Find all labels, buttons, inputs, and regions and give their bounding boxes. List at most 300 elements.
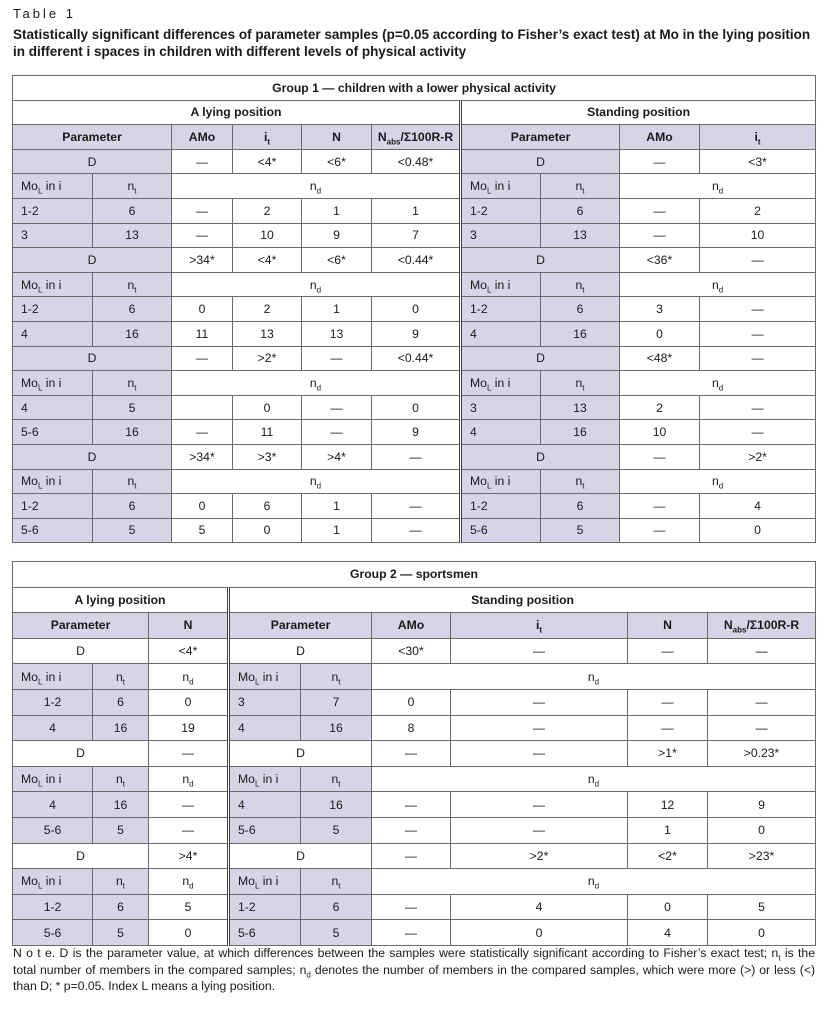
header-it [451,613,628,639]
nd-value: — [700,321,816,346]
nd-value: 2 [700,198,816,223]
nd-value: 6 [233,494,302,519]
nt-sub: t [582,383,585,393]
table-row [13,321,816,346]
n-label: n [309,179,317,194]
mo-value: 5-6 [461,518,541,543]
mo-label-cell [13,371,93,396]
mo-suffix: in i [42,669,62,684]
nd-value: 1 [372,198,461,223]
table-row [13,715,816,741]
mo-suffix: in i [491,474,511,489]
nd-value: — [302,420,372,445]
n-label: n [127,375,135,390]
d-value: — [451,638,628,664]
d-value: — [628,638,708,664]
mo-value: 5-6 [13,420,93,445]
d-label: D [229,843,372,869]
mo-sub: L [37,284,43,294]
d-value: >34* [172,248,233,273]
nt-value: 13 [541,223,620,248]
header-n: N [149,613,229,639]
d-label: D [461,248,620,273]
nt-sub: t [122,779,125,789]
group1-table [12,75,816,543]
nd-value: — [172,198,233,223]
mo-suffix: in i [259,874,279,889]
header-nabs-sub: abs [386,137,401,147]
mo-value: 5-6 [13,817,93,843]
d-label: D [13,843,149,869]
d-value: >4* [302,444,372,469]
n-label: n [127,474,135,489]
mo-value: 1-2 [13,689,93,715]
d-value: — [372,444,461,469]
d-label: D [13,149,172,174]
n-label: n [309,474,317,489]
nd-label-cell [620,174,816,199]
mo-label-cell [13,766,93,792]
mo-label: Mo [238,669,255,684]
d-value: <0.44* [372,248,461,273]
nd-value: — [149,817,229,843]
nt-sub: t [338,779,341,789]
n-label: n [115,669,123,684]
nd-value: 0 [372,689,451,715]
nd-value: 10 [620,420,700,445]
n-label: n [127,277,135,292]
mo-suffix: in i [42,375,62,390]
note-sub-d: d [306,969,311,979]
nt-value: 16 [93,792,149,818]
mo-sub: L [37,677,43,687]
nd-sub: d [316,284,322,294]
nd-value: 0 [149,689,229,715]
d-value: >1* [628,741,708,767]
nd-value: — [372,518,461,543]
nt-value: 5 [301,817,372,843]
header-i-sub: t [267,137,271,147]
nt-label-cell [93,664,149,690]
nd-value: 0 [700,518,816,543]
d-value: — [700,346,816,371]
d-value: <6* [302,149,372,174]
mo-sub: L [486,186,492,196]
d-value: — [302,346,372,371]
n-label: n [182,772,190,787]
n-label: n [711,179,719,194]
nd-sub: d [594,881,600,891]
nd-value: — [451,715,628,741]
d-value: — [700,248,816,273]
mo-label: Mo [21,772,38,787]
nt-sub: t [134,284,137,294]
table-title: Statistically significant differences of parameter samples (p=0.05 according to Fisher’s exact test) at Mo in the lying position in different i spaces in children with different levels of physical activity [13,27,811,59]
nd-value: 4 [451,894,628,920]
header-nabs-rest: /Σ100R-R [400,129,454,144]
nd-value: 19 [149,715,229,741]
nd-value: — [620,518,700,543]
nd-label-cell [372,664,816,690]
mo-value: 1-2 [461,297,541,322]
nt-label-cell [541,174,620,199]
nd-sub: d [316,383,322,393]
nt-value: 6 [541,494,620,519]
mo-value: 5-6 [229,920,301,946]
nt-label-cell [301,766,372,792]
note-prefix: N o t e. [13,946,56,960]
header-parameter: Parameter [461,125,620,150]
nd-value: 10 [700,223,816,248]
d-value: — [149,741,229,767]
nd-value: — [172,223,233,248]
d-value: — [172,346,233,371]
nt-value: 5 [541,518,620,543]
nd-sub: d [718,284,724,294]
mo-sub: L [254,779,260,789]
mo-label: Mo [21,375,38,390]
d-label: D [13,444,172,469]
n-label: n [711,375,719,390]
nd-value: — [372,494,461,519]
d-value: <0.44* [372,346,461,371]
mo-value: 5-6 [13,518,93,543]
n-label: n [127,179,135,194]
mo-suffix: in i [491,179,511,194]
header-i: i [754,129,758,144]
nt-value: 5 [301,920,372,946]
d-value: >0.23* [708,741,816,767]
d-value: — [620,444,700,469]
nt-value: 13 [541,395,620,420]
nd-value: 1 [628,817,708,843]
nt-sub: t [134,481,137,491]
mo-value: 3 [13,223,93,248]
nd-value: 5 [172,518,233,543]
nd-sub: d [718,383,724,393]
nt-value: 16 [93,420,172,445]
table-row [13,920,816,946]
nd-value: 0 [451,920,628,946]
table-row [13,792,816,818]
nt-value: 6 [93,894,149,920]
table-row [13,420,816,445]
nd-value: — [700,420,816,445]
table-row [13,198,816,223]
d-value: <4* [233,149,302,174]
mo-label-cell [461,371,541,396]
mo-label: Mo [238,772,255,787]
mo-label-cell [13,272,93,297]
header-i: i [535,618,540,633]
mo-suffix: in i [42,474,62,489]
note-text-3: denotes the number of members in the compared samples, which were more (>) or less (<) than D; * p=0.05. Index L means a lying position. [13,962,815,993]
nd-value: — [372,894,451,920]
d-label: D [461,444,620,469]
table-row [13,494,816,519]
header-nabs-n: N [377,129,387,144]
table-row [13,395,816,420]
n-label: n [115,772,123,787]
nd-value: 3 [620,297,700,322]
table-note [13,945,815,995]
nd-value: 1 [302,518,372,543]
n-label: n [331,874,339,889]
nd-value: — [302,395,372,420]
n-label: n [182,874,190,889]
d-value: <2* [628,843,708,869]
nd-value: 0 [172,494,233,519]
d-value: <6* [302,248,372,273]
table-row [13,689,816,715]
nt-sub: t [122,881,125,891]
header-i-sub: t [757,137,761,147]
nd-label-cell [620,469,816,494]
mo-value: 3 [229,689,301,715]
mo-label-cell [13,869,93,895]
nt-value: 6 [93,198,172,223]
n-label: n [309,277,317,292]
nd-value: 0 [149,920,229,946]
nd-label-cell [172,174,461,199]
nd-value: 2 [233,198,302,223]
mo-sub: L [254,881,260,891]
nd-value: — [451,792,628,818]
n-label: n [115,874,123,889]
mo-label: Mo [21,277,38,292]
header-it [233,125,302,150]
mo-label: Mo [470,474,487,489]
nd-sub: d [189,881,194,891]
nd-value: 11 [172,321,233,346]
mo-label: Mo [21,179,38,194]
n-label: n [711,474,719,489]
mo-label-cell [13,469,93,494]
nd-value: — [372,817,451,843]
mo-value: 4 [13,792,93,818]
mo-sub: L [37,383,43,393]
mo-suffix: in i [42,277,62,292]
mo-value: 1-2 [461,494,541,519]
header-amo: AMo [172,125,233,150]
nd-label-cell [372,766,816,792]
header-parameter: Parameter [13,125,172,150]
mo-suffix: in i [259,772,279,787]
nd-value: 5 [149,894,229,920]
nd-sub: d [594,779,600,789]
n-label: n [575,474,583,489]
n-label: n [182,669,190,684]
nd-value: — [620,494,700,519]
group1-standing-title: Standing position [461,100,816,125]
group1-lying-title: A lying position [13,100,461,125]
d-value: <48* [620,346,700,371]
mo-sub: L [486,481,492,491]
nt-value: 7 [301,689,372,715]
mo-suffix: in i [491,277,511,292]
nd-value: 0 [372,297,461,322]
nd-label-cell [149,869,229,895]
d-value: <36* [620,248,700,273]
n-label: n [331,669,339,684]
mo-label-cell [461,272,541,297]
note-sub-t: t [778,953,781,963]
d-value: >2* [700,444,816,469]
nd-value: 4 [700,494,816,519]
group1-title: Group 1 — children with a lower physical activity [13,76,816,101]
nd-value: 0 [172,297,233,322]
nd-value: 5 [708,894,816,920]
nd-value: 7 [372,223,461,248]
mo-value: 1-2 [13,297,93,322]
table-label: Table 1 [13,6,76,21]
header-nabs [372,125,461,150]
d-label: D [13,248,172,273]
group2-table [12,561,816,946]
mo-value: 5-6 [13,920,93,946]
d-value: >4* [149,843,229,869]
header-nabs-sub: abs [732,625,747,635]
n-label: n [331,772,339,787]
nd-value: 2 [233,297,302,322]
d-value: — [620,149,700,174]
nt-value: 6 [301,894,372,920]
n-label: n [575,375,583,390]
nd-value: 1 [302,494,372,519]
nd-value: 13 [233,321,302,346]
d-value: <3* [700,149,816,174]
mo-value: 1-2 [13,198,93,223]
nt-label-cell [93,174,172,199]
nt-sub: t [134,383,137,393]
nd-value: 1 [302,297,372,322]
mo-value: 1-2 [229,894,301,920]
mo-value: 4 [13,715,93,741]
nd-label-cell [149,766,229,792]
nt-value: 5 [93,395,172,420]
mo-label: Mo [470,277,487,292]
d-value: <4* [149,638,229,664]
nd-value: — [628,689,708,715]
nd-value: 4 [628,920,708,946]
nd-sub: d [594,677,600,687]
mo-suffix: in i [42,179,62,194]
group2-lying-title: A lying position [13,587,229,613]
nd-label-cell [620,371,816,396]
note-text-2: is the total number of members in the compared samples; n [13,946,815,977]
nd-value: 9 [708,792,816,818]
mo-sub: L [486,383,492,393]
nt-value: 16 [301,792,372,818]
nd-sub: d [316,481,322,491]
nd-value: — [700,395,816,420]
d-label: D [461,346,620,371]
nd-label-cell [620,272,816,297]
mo-sub: L [486,284,492,294]
mo-sub: L [37,779,43,789]
nd-sub: d [316,186,322,196]
nd-sub: d [189,779,194,789]
mo-value: 4 [461,420,541,445]
d-value: — [172,149,233,174]
nt-sub: t [582,186,585,196]
nd-label-cell [172,371,461,396]
n-label: n [575,179,583,194]
nd-value: — [372,920,451,946]
nt-sub: t [582,284,585,294]
nd-value: 2 [620,395,700,420]
nd-sub: d [718,481,724,491]
mo-value: 5-6 [229,817,301,843]
header-nabs-rest: /Σ100R-R [746,618,800,633]
mo-suffix: in i [491,375,511,390]
mo-label-cell [13,174,93,199]
mo-label: Mo [470,179,487,194]
nt-label-cell [93,272,172,297]
mo-label-cell [229,766,301,792]
d-value: <4* [233,248,302,273]
nd-value: 10 [233,223,302,248]
nt-value: 16 [93,321,172,346]
d-value: >34* [172,444,233,469]
header-nabs [708,613,816,639]
nd-label-cell [172,469,461,494]
nd-value: 1 [302,198,372,223]
nt-value: 6 [93,297,172,322]
nt-value: 6 [93,494,172,519]
nd-value: — [700,297,816,322]
d-value: >2* [451,843,628,869]
nd-value: — [620,223,700,248]
mo-value: 3 [461,395,541,420]
mo-value: 1-2 [461,198,541,223]
mo-label: Mo [470,375,487,390]
nt-value: 6 [541,297,620,322]
nd-value: 13 [302,321,372,346]
nd-value: 11 [233,420,302,445]
table-row [13,297,816,322]
nd-value: — [149,792,229,818]
nd-value: — [708,689,816,715]
nd-value [172,395,233,420]
mo-value: 4 [13,395,93,420]
n-label: n [587,874,595,889]
mo-label: Mo [21,874,38,889]
nt-sub: t [582,481,585,491]
nt-sub: t [122,677,125,687]
d-value: <0.48* [372,149,461,174]
nt-label-cell [541,272,620,297]
mo-sub: L [37,881,43,891]
nt-label-cell [93,469,172,494]
mo-value: 3 [461,223,541,248]
mo-sub: L [37,186,43,196]
mo-label: Mo [21,669,38,684]
d-value: >2* [233,346,302,371]
d-label: D [229,741,372,767]
nt-value: 6 [541,198,620,223]
n-label: n [587,772,595,787]
mo-value: 4 [229,792,301,818]
nd-label-cell [149,664,229,690]
nd-value: — [372,792,451,818]
mo-label: Mo [238,874,255,889]
d-value: <30* [372,638,451,664]
header-amo: AMo [372,613,451,639]
d-value: >23* [708,843,816,869]
header-amo: AMo [620,125,700,150]
nd-value: 0 [620,321,700,346]
